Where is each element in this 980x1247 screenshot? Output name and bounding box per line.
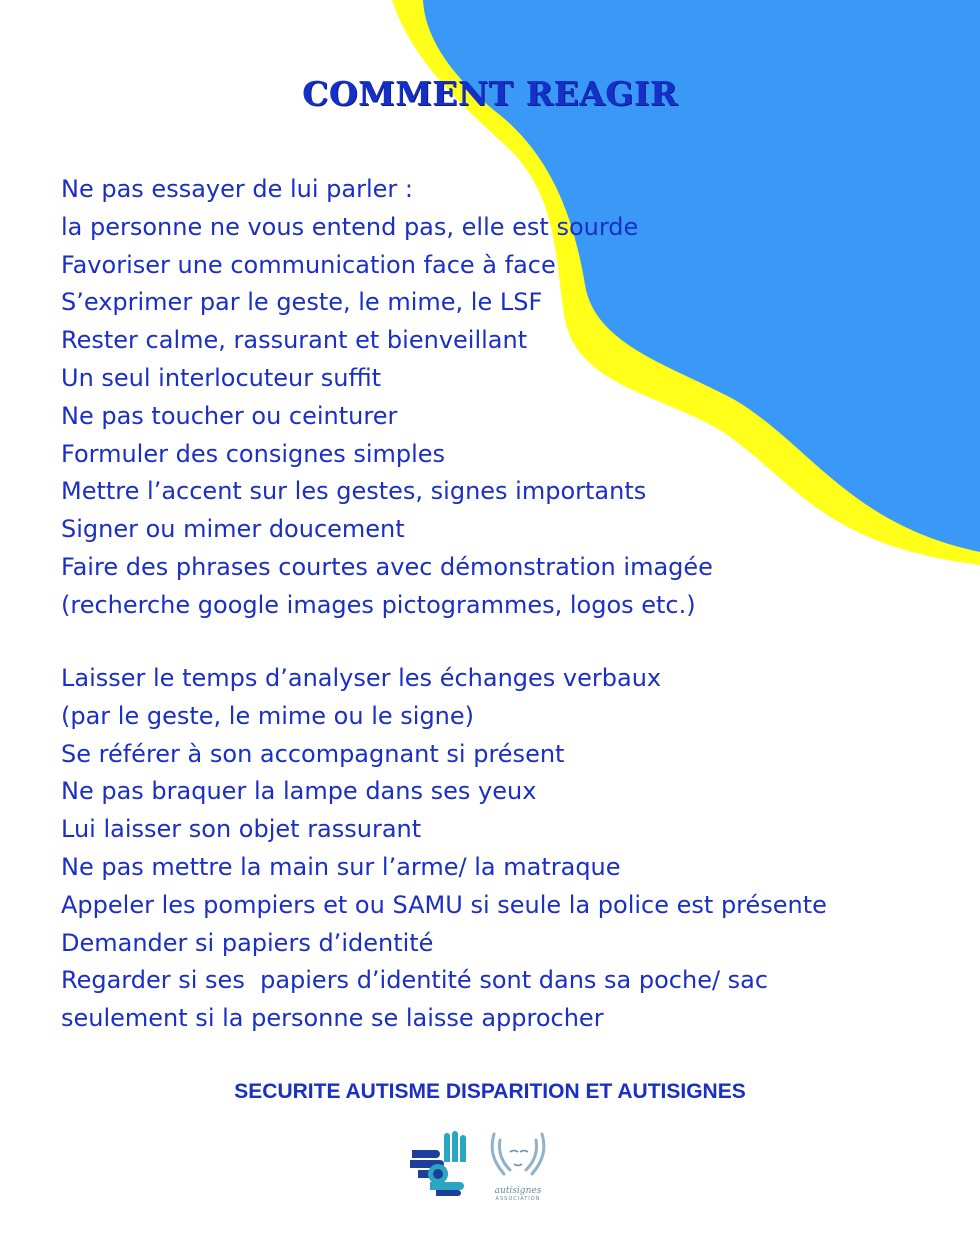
instruction-line: S’exprimer par le geste, le mime, le LSF (61, 288, 543, 317)
footer-organization-text: SECURITE AUTISME DISPARITION ET AUTISIGNES (234, 1080, 746, 1103)
autisignes-logo-subtext: ASSOCIATION (495, 1196, 541, 1202)
instruction-line: seulement si la personne se laisse approcher (61, 1004, 604, 1033)
instruction-line: Ne pas toucher ou ceinturer (61, 401, 398, 430)
instruction-line: Ne pas mettre la main sur l’arme/ la matraque (61, 852, 621, 881)
instruction-list-1 (61, 171, 713, 625)
instruction-line: Ne pas braquer la lampe dans ses yeux (61, 777, 537, 806)
instruction-line: Appeler les pompiers et ou SAMU si seule la police est présente (61, 890, 827, 919)
instruction-line: (par le geste, le mime ou le signe) (61, 701, 475, 730)
instruction-line: Favoriser une communication face à face (61, 250, 556, 279)
page-title: COMMENT REAGIR (302, 74, 678, 113)
instruction-line: Regarder si ses papiers d’identité sont dans sa poche/ sac (61, 966, 769, 995)
instruction-line: Se référer à son accompagnant si présent (61, 739, 565, 768)
instruction-line: Ne pas essayer de lui parler : (61, 175, 413, 203)
instruction-line: Formuler des consignes simples (61, 439, 446, 468)
instruction-line: Demander si papiers d’identité (61, 928, 434, 957)
instruction-line: Faire des phrases courtes avec démonstration imagée (61, 552, 713, 581)
instruction-line: Rester calme, rassurant et bienveillant (61, 326, 528, 355)
autisignes-logo-text: autisignes (494, 1186, 542, 1196)
instruction-line: Lui laisser son objet rassurant (61, 815, 422, 844)
instruction-line: Un seul interlocuteur suffit (61, 363, 382, 392)
instruction-line: Signer ou mimer doucement (61, 515, 405, 544)
instruction-line: (recherche google images pictogrammes, logos etc.) (61, 590, 696, 619)
instruction-line: la personne ne vous entend pas, elle est sourde (61, 212, 639, 241)
instruction-line: Mettre l’accent sur les gestes, signes importants (61, 477, 647, 506)
instruction-line: Laisser le temps d’analyser les échanges verbaux (61, 664, 662, 692)
instruction-list-2 (61, 660, 827, 1038)
logo-group (408, 1130, 558, 1200)
hands-logo-icon (408, 1130, 474, 1196)
autisignes-association-logo-icon (486, 1130, 550, 1200)
